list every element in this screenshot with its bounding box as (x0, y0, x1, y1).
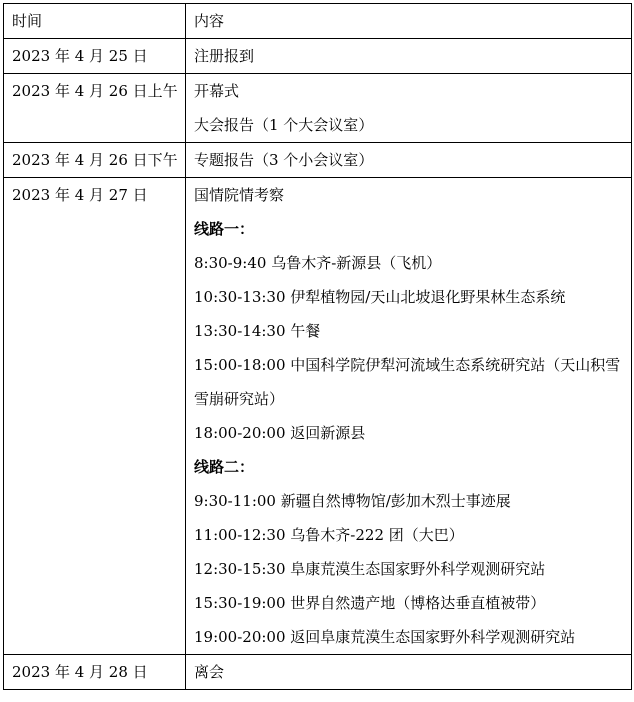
content-line: 11:00-12:30 乌鲁木齐-222 团（大巴） (194, 526, 464, 544)
header-time-label: 时间 (12, 12, 43, 30)
content-line: 12:30-15:30 阜康荒漠生态国家野外科学观测研究站 (194, 560, 546, 578)
content-line: 15:00-18:00 中国科学院伊犁河流域生态系统研究站（天山积雪雪崩研究站） (194, 356, 621, 408)
content-line: 大会报告（1 个大会议室） (194, 116, 374, 134)
table-row (4, 143, 632, 178)
content-line: 离会 (194, 663, 225, 681)
header-time (4, 4, 186, 39)
content-line: 13:30-14:30 午餐 (194, 322, 321, 340)
header-content-label: 内容 (194, 12, 225, 30)
time-text: 2023 年 4 月 26 日上午 (12, 82, 178, 100)
content-line: 专题报告（3 个小会议室） (194, 151, 374, 169)
time-cell (4, 178, 186, 655)
content-line: 注册报到 (194, 47, 255, 65)
time-cell (4, 74, 186, 143)
time-text: 2023 年 4 月 26 日下午 (12, 151, 178, 169)
time-text: 2023 年 4 月 27 日 (12, 186, 148, 204)
content-cell (186, 178, 632, 655)
content-line: 15:30-19:00 世界自然遗产地（博格达垂直植被带） (194, 594, 546, 612)
content-line: 国情院情考察 (194, 186, 285, 204)
content-line: 10:30-13:30 伊犁植物园/天山北坡退化野果林生态系统 (194, 288, 566, 306)
content-line: 8:30-9:40 乌鲁木齐-新源县（飞机） (194, 254, 442, 272)
content-cell (186, 74, 632, 143)
time-cell (4, 655, 186, 690)
content-line: 19:00-20:00 返回阜康荒漠生态国家野外科学观测研究站 (194, 628, 576, 646)
header-row (4, 4, 632, 39)
time-cell (4, 39, 186, 74)
table-row (4, 655, 632, 690)
header-content (186, 4, 632, 39)
content-line: 18:00-20:00 返回新源县 (194, 424, 366, 442)
content-cell (186, 143, 632, 178)
table-row (4, 178, 632, 655)
time-text: 2023 年 4 月 25 日 (12, 47, 148, 65)
route-heading: 线路二： (194, 458, 255, 476)
content-cell (186, 655, 632, 690)
content-cell (186, 39, 632, 74)
route-heading: 线路一： (194, 220, 255, 238)
schedule-table (3, 3, 632, 690)
table-row (4, 74, 632, 143)
content-line: 9:30-11:00 新疆自然博物馆/彭加木烈士事迹展 (194, 492, 511, 510)
table-row (4, 39, 632, 74)
content-line: 开幕式 (194, 82, 240, 100)
time-cell (4, 143, 186, 178)
time-text: 2023 年 4 月 28 日 (12, 663, 148, 681)
